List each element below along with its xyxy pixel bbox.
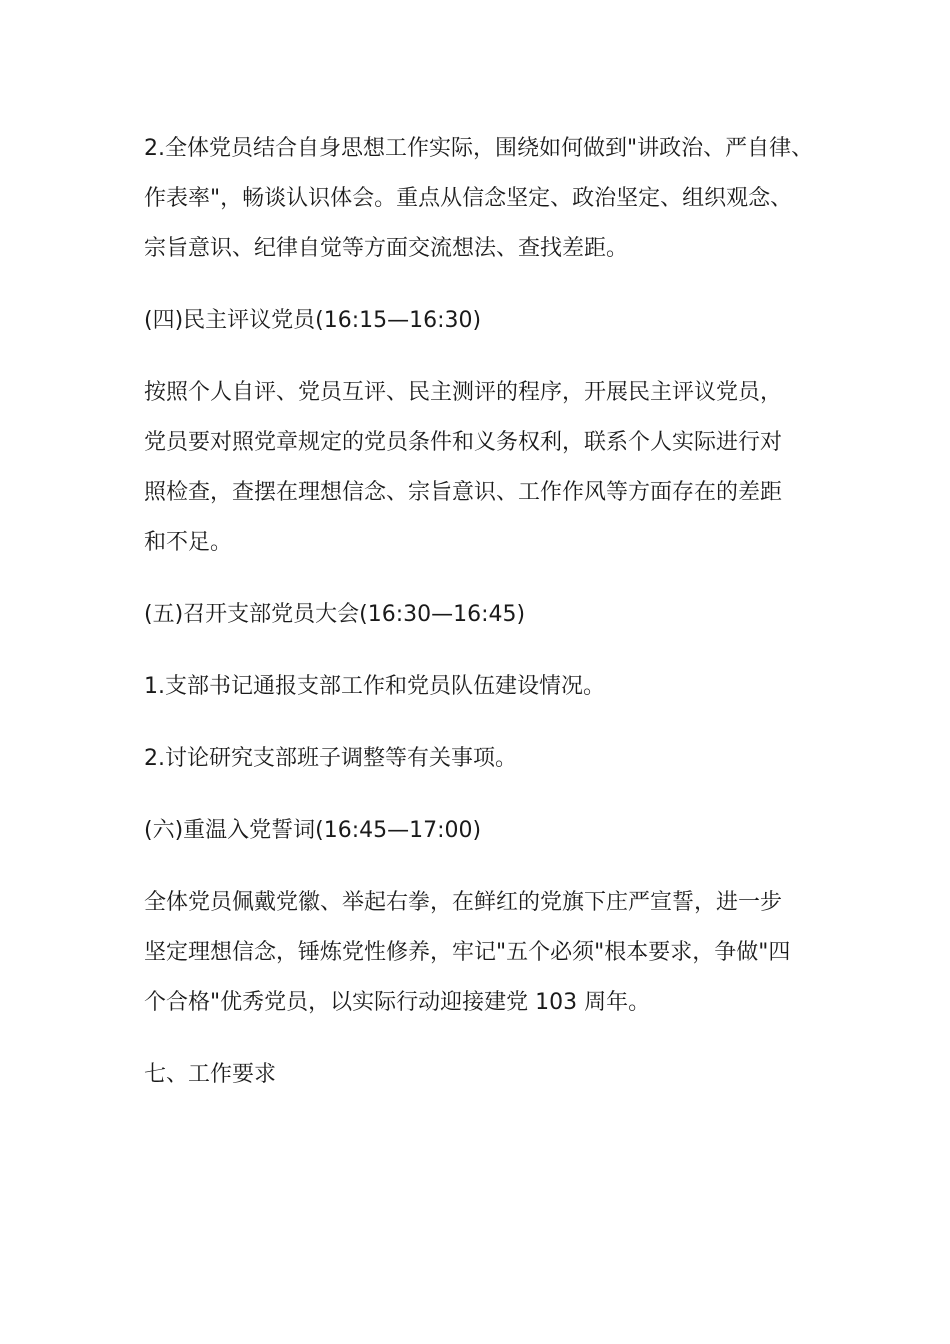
heading-text: 七、工作要求 xyxy=(144,1062,277,1087)
text-line: 2.讨论研究支部班子调整等有关事项。 xyxy=(144,746,517,771)
section-heading-work-requirements xyxy=(144,1050,814,1100)
document-body xyxy=(144,124,814,1122)
paragraph-oath-description xyxy=(144,878,814,1028)
section-heading-branch-meeting xyxy=(144,590,814,640)
text-line: 个合格"优秀党员，以实际行动迎接建党 103 周年。 xyxy=(144,990,651,1015)
paragraph-item-1 xyxy=(144,662,814,712)
text-line: 照检查，查摆在理想信念、宗旨意识、工作作风等方面存在的差距 xyxy=(144,480,783,505)
text-line: 2.全体党员结合自身思想工作实际，围绕如何做到"讲政治、严自律、 xyxy=(144,136,814,161)
heading-text: (四)民主评议党员(16:15—16:30) xyxy=(144,308,482,333)
text-line: 坚定理想信念，锤炼党性修养，牢记"五个必须"根本要求，争做"四 xyxy=(144,940,791,965)
section-heading-oath xyxy=(144,806,814,856)
text-line: 全体党员佩戴党徽、举起右拳，在鲜红的党旗下庄严宣誓，进一步 xyxy=(144,890,783,915)
text-line: 党员要对照党章规定的党员条件和义务权利，联系个人实际进行对 xyxy=(144,430,783,455)
text-line: 和不足。 xyxy=(144,530,233,555)
paragraph-review-procedure xyxy=(144,368,814,568)
text-line: 按照个人自评、党员互评、民主测评的程序，开展民主评议党员， xyxy=(144,380,783,405)
section-heading-democratic-review xyxy=(144,296,814,346)
heading-text: (五)召开支部党员大会(16:30—16:45) xyxy=(144,602,526,627)
heading-text: (六)重温入党誓词(16:45—17:00) xyxy=(144,818,482,843)
paragraph-item-2 xyxy=(144,734,814,784)
text-line: 1.支部书记通报支部工作和党员队伍建设情况。 xyxy=(144,674,605,699)
paragraph-discussion-instructions xyxy=(144,124,814,274)
text-line: 作表率"，畅谈认识体会。重点从信念坚定、政治坚定、组织观念、 xyxy=(144,186,793,211)
text-line: 宗旨意识、纪律自觉等方面交流想法、查找差距。 xyxy=(144,236,629,261)
